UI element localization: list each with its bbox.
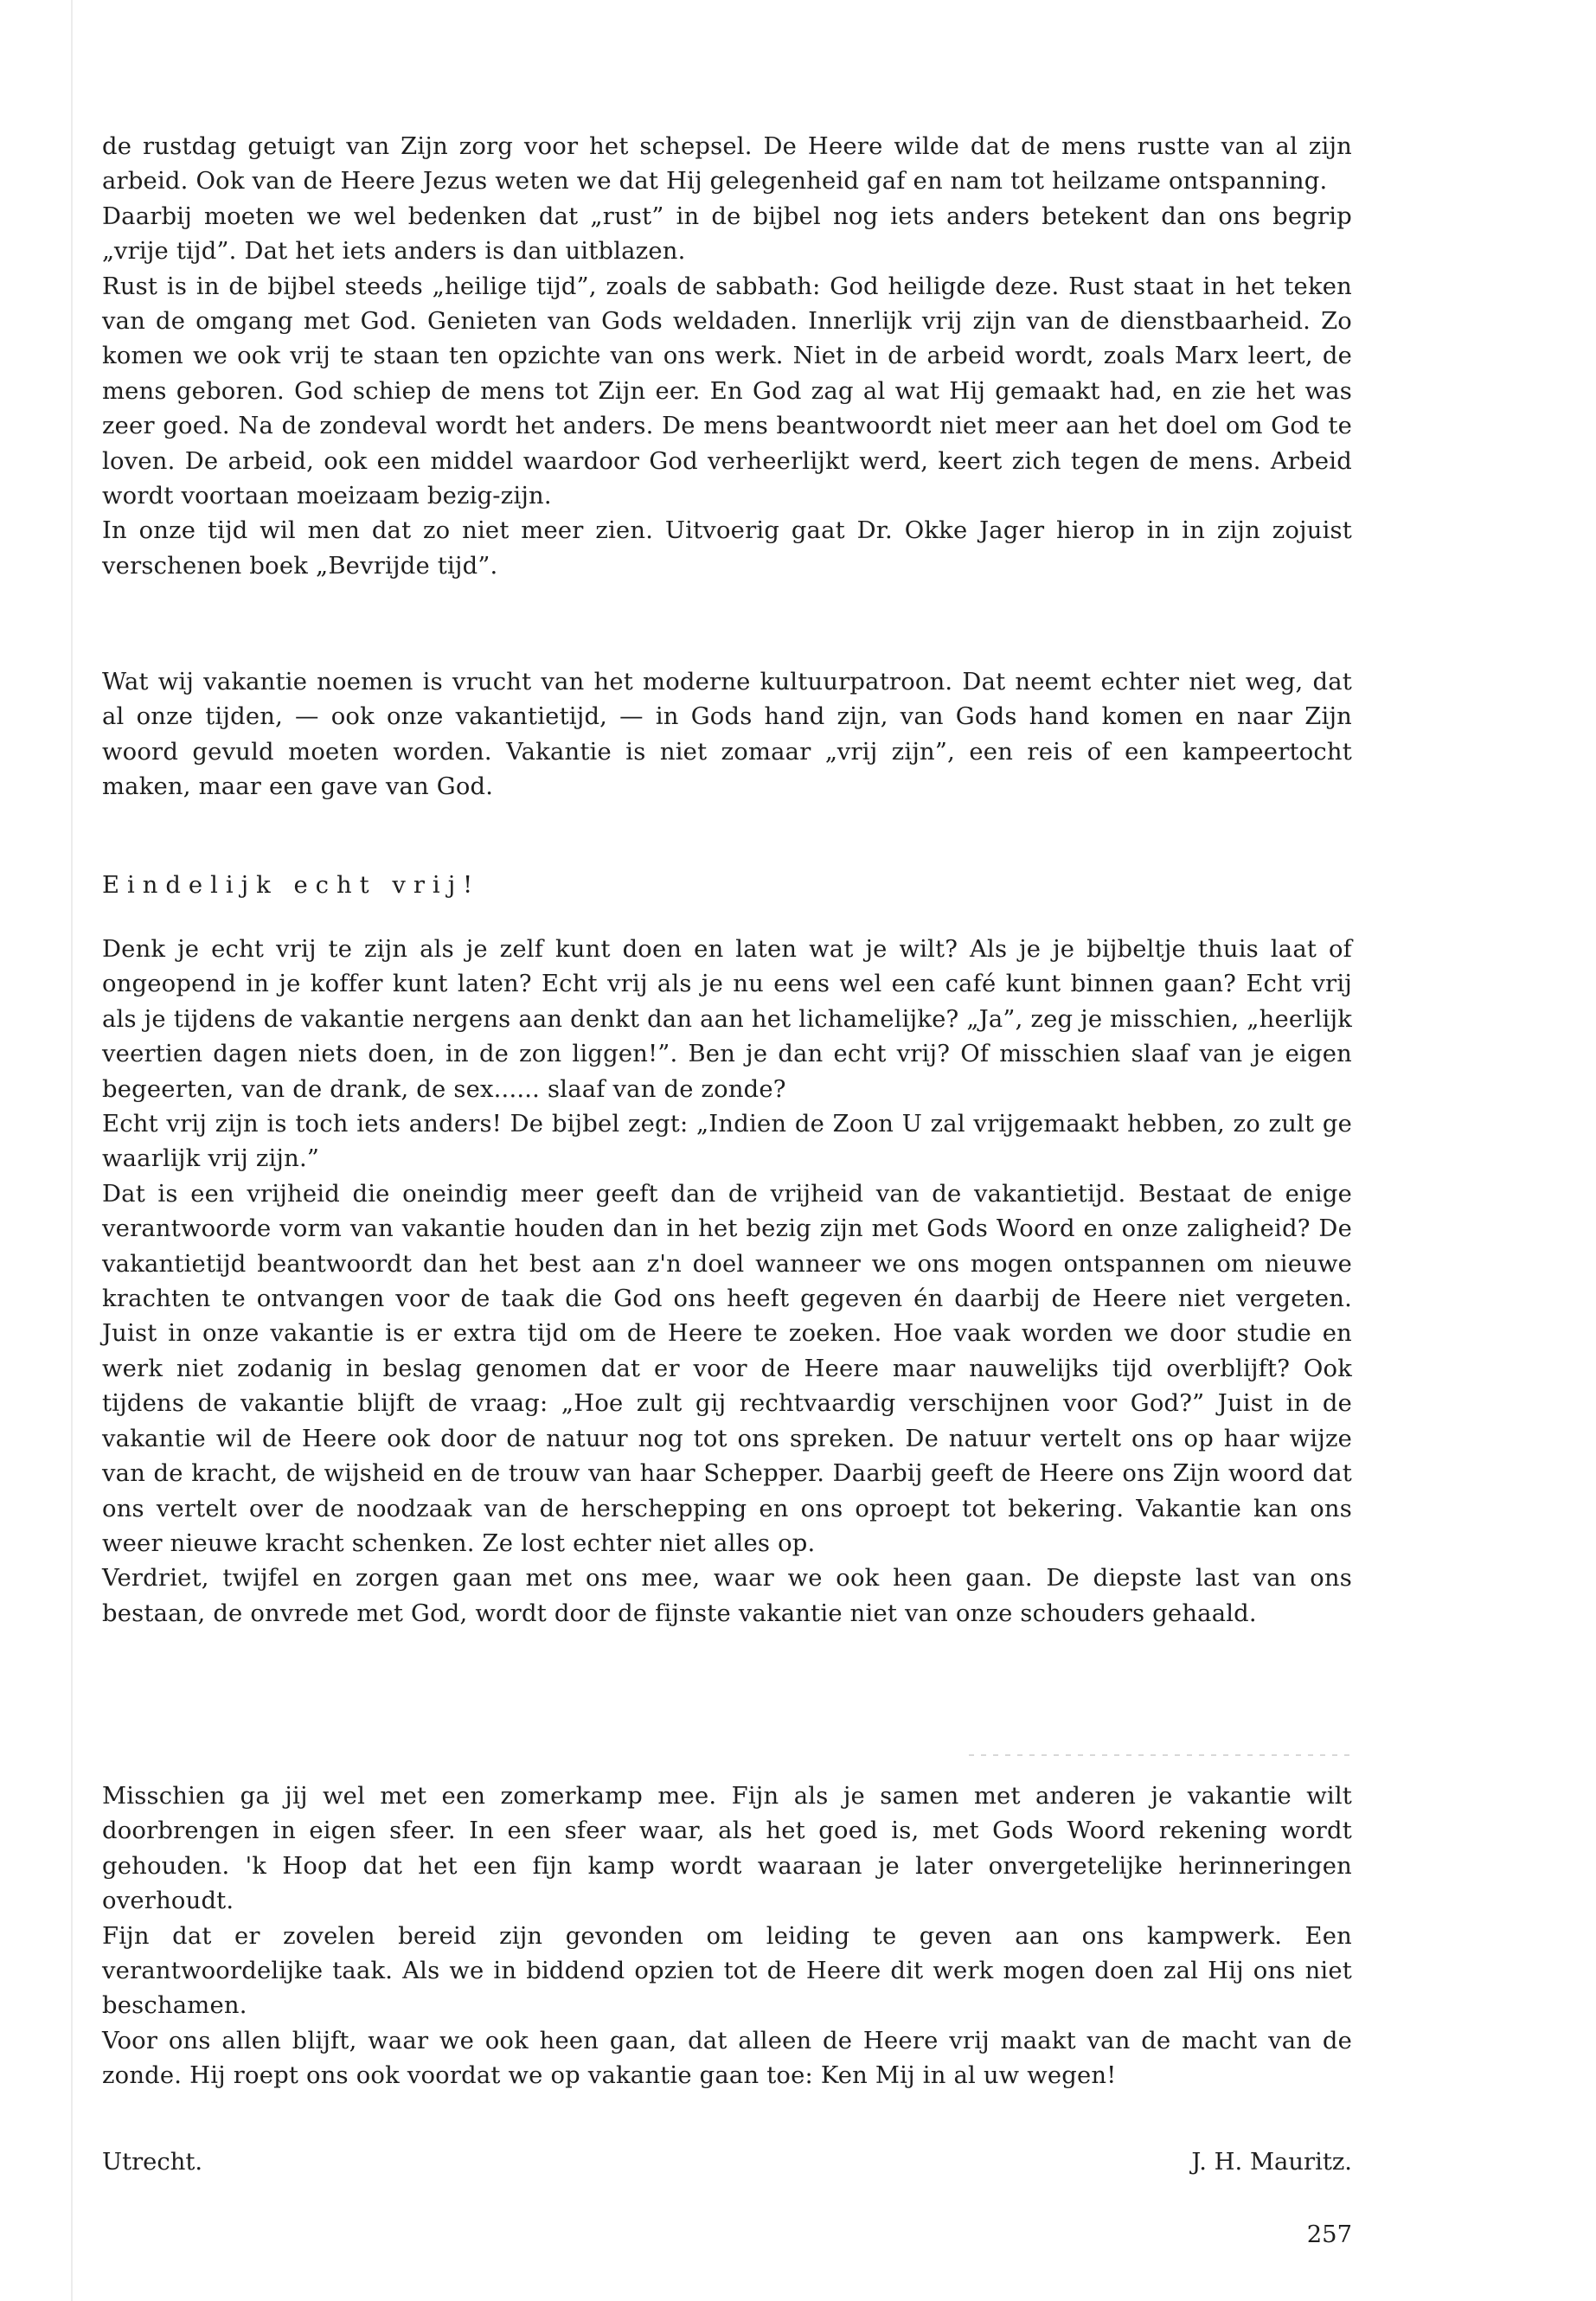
signoff-place: Utrecht. — [102, 2149, 203, 2176]
paragraph: Denk je echt vrij te zijn als je zelf kunt doen en laten wat je wilt? Als je je bijbeltje thuis laat of ongeopend in je koffer kunt laten? Echt vrij als je nu eens wel een café kunt binnen gaan? Echt vrij als je tijdens de vakantie nergens aan denkt dan aan het lichamelijke? „Ja”, zeg je misschien, „heerlijk veertien dagen niets doen, in de zon liggen!”. Ben je dan echt vrij? Of misschien slaaf van je eigen begeerten, van de drank, de sex...... slaaf van de zonde? — [102, 936, 1352, 1103]
paragraph: Misschien ga jij wel met een zomerkamp mee. Fijn als je samen met anderen je vakantie wilt doorbrengen in eigen sfeer. In een sfeer waar, als het goed is, met Gods Woord rekening wordt gehouden. 'k Hoop dat het een fijn kamp wordt waaraan je later onvergetelijke herinneringen overhoudt. — [102, 1783, 1352, 1915]
paragraph: Rust is in de bijbel steeds „heilige tijd”, zoals de sabbath: God heiligde deze. Rust staat in het teken van de omgang met God. Genieten van Gods weldaden. Innerlijk vrij zijn van de dienstbaarheid. Zo komen we ook vrij te staan ten opzichte van ons werk. Niet in de arbeid wordt, zoals Marx leert, de mens geboren. God schiep de mens tot Zijn eer. En God zag al wat Hij gemaakt had, en zie het was zeer goed. Na de zondeval wordt het anders. De mens beantwoordt niet meer aan het doel om God te loven. De arbeid, ook een middel waardoor God verheerlijkt werd, keert zich tegen de mens. Arbeid wordt voortaan moeizaam bezig-zijn. — [102, 272, 1352, 510]
article-block-rest — [102, 130, 1352, 584]
paragraph: de rustdag getuigt van Zijn zorg voor het schepsel. De Heere wilde dat de mens rustte van al zijn arbeid. Ook van de Heere Jezus weten we dat Hij gelegenheid gaf en nam tot heilzame ontspanning. — [102, 133, 1352, 195]
page-number: 257 — [1306, 2221, 1352, 2248]
paragraph: Fijn dat er zovelen bereid zijn gevonden om leiding te geven aan ons kampwerk. Een verantwoordelijke taak. Als we in biddend opzien tot de Heere dit werk mogen doen zal Hij ons niet beschamen. — [102, 1922, 1352, 2020]
signoff-author: J. H. Mauritz. — [1191, 2149, 1352, 2176]
section-heading: Eindelijk echt vrij! — [102, 872, 481, 899]
paragraph: Dat is een vrijheid die oneindig meer geeft dan de vrijheid van de vakantietijd. Bestaat de enige verantwoorde vorm van vakantie houden dan in het bezig zijn met Gods Woord en onze zaligheid? De vakantietijd beantwoordt dan het best aan z'n doel wanneer we ons mogen ontspannen om nieuwe krachten te ontvangen voor de taak die God ons heeft gegeven én daarbij de Heere niet vergeten. Juist in onze vakantie is er extra tijd om de Heere te zoeken. Hoe vaak worden we door studie en werk niet zodanig in beslag genomen dat er voor de Heere maar nauwelijks tijd overblijft? Ook tijdens de vakantie blijft de vraag: „Hoe zult gij rechtvaardig verschijnen voor God?” Juist in de vakantie wil de Heere ook door de natuur nog tot ons spreken. De natuur vertelt ons op haar wijze van de kracht, de wijsheid en de trouw van haar Schepper. Daarbij geeft de Heere ons Zijn woord dat ons vertelt over de noodzaak van de herschepping en ons oproept tot bekering. Vakantie kan ons weer nieuwe kracht schenken. Ze lost echter niet alles op. — [102, 1180, 1352, 1557]
paragraph: Verdriet, twijfel en zorgen gaan met ons mee, waar we ook heen gaan. De diepste last van ons bestaan, de onvrede met God, wordt door de fijnste vakantie niet van onze schouders gehaald. — [102, 1565, 1352, 1627]
page-edge — [71, 0, 73, 2301]
paragraph: In onze tijd wil men dat zo niet meer zien. Uitvoerig gaat Dr. Okke Jager hierop in in zijn zojuist verschenen boek „Bevrijde tijd”. — [102, 517, 1352, 580]
scan-artifact — [969, 1754, 1349, 1756]
paragraph: Echt vrij zijn is toch iets anders! De bijbel zegt: „Indien de Zoon U zal vrijgemaakt hebben, zo zult ge waarlijk vrij zijn.” — [102, 1111, 1352, 1173]
paragraph: Wat wij vakantie noemen is vrucht van het moderne kultuurpatroon. Dat neemt echter niet weg, dat al onze tijden, — ook onze vakantietijd, — in Gods hand zijn, van Gods hand komen en naar Zijn woord gevuld moeten worden. Vakantie is niet zomaar „vrij zijn”, een reis of een kampeertocht maken, maar een gave van God. — [102, 669, 1352, 801]
paragraph: Voor ons allen blijft, waar we ook heen gaan, dat alleen de Heere vrij maakt van de macht van de zonde. Hij roept ons ook voordat we op vakantie gaan toe: Ken Mij in al uw wegen! — [102, 2027, 1352, 2090]
article-block-zomerkamp — [102, 1779, 1352, 2094]
article-block-echt-vrij — [102, 933, 1352, 1631]
article-block-vakantie — [102, 665, 1352, 805]
paragraph: Daarbij moeten we wel bedenken dat „rust” in de bijbel nog iets anders betekent dan ons begrip „vrije tijd”. Dat het iets anders is dan uitblazen. — [102, 202, 1352, 266]
